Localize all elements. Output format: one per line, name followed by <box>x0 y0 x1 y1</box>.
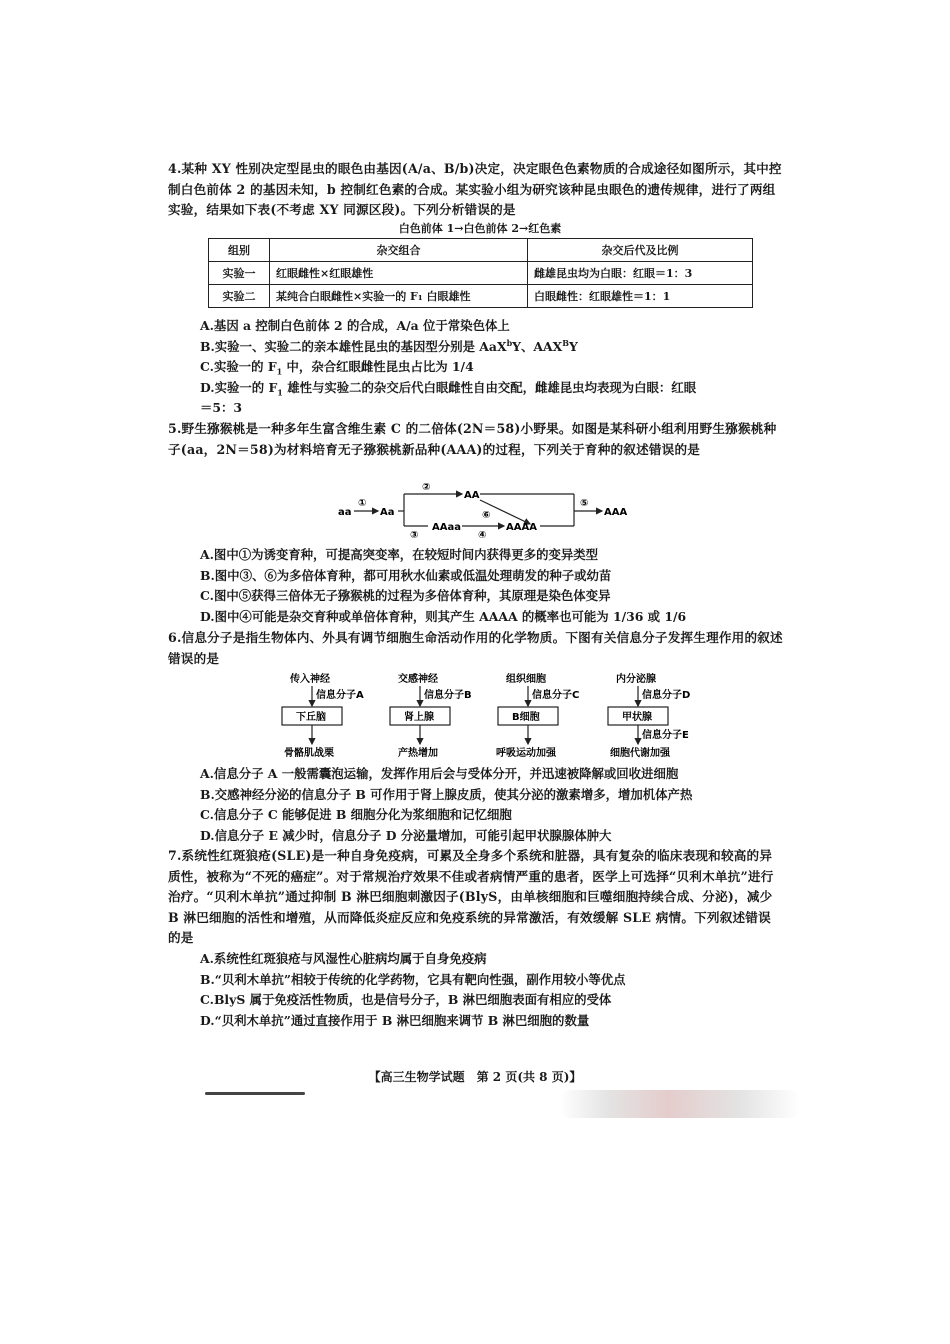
option-a: A.系统性红斑狼疮与风湿性心脏病均属于自身免疫病 <box>200 951 487 966</box>
signal-label: 信息分子B <box>424 690 472 701</box>
target-label: 甲状腺 <box>622 712 652 723</box>
table-header: 组别 <box>209 239 270 262</box>
q7-options <box>200 949 790 1031</box>
option-d: D.图中④可能是杂交育种或单倍体育种，则其产生 AAAA 的概率也可能为 1/36 或 1/6 <box>200 608 687 624</box>
q5-options <box>200 545 790 627</box>
option-b: B.交感神经分泌的信息分子 B 可作用于肾上腺皮质，使其分泌的激素增多，增加机体产热 <box>200 786 693 802</box>
node-Aa: Aa <box>380 507 395 518</box>
target-label: B细胞 <box>512 712 540 723</box>
table-cell: 红眼雌性×红眼雄性 <box>270 262 528 285</box>
q4-table <box>208 238 753 308</box>
option-c: C.信息分子 C 能够促进 B 细胞分化为浆细胞和记忆细胞 <box>200 807 512 823</box>
node-AAA: AAA <box>604 507 628 518</box>
option-d: D.信息分子 E 减少时，信息分子 D 分泌量增加，可能引起甲状腺腺体肿大 <box>200 827 612 843</box>
source-label: 内分泌腺 <box>616 674 656 685</box>
option-c: C.实验一的 $F_1$ 中，杂合红眼雌性昆虫占比为 1/4 <box>200 359 474 377</box>
table-cell: 实验二 <box>209 285 270 308</box>
q7-stem: 7.系统性红斑狼疮(SLE)是一种自身免疫病，可累及全身多个系统和脏器，具有复杂的临床表现和较高的异质性，被称为“不死的癌症”。对于常规治疗效果不佳或者病情严重的患者，医学上可选择“贝利木单抗”进行治疗。“贝利木单抗”通过抑制 B 淋巴细胞刺激因子(BlyS，由单核细胞和巨噬细胞持续合成、分泌)，减少 B 淋巴细胞的活性和增殖，从而降低炎症反应和免疫系统的异常激活，有效缓解 SLE 病情。下列叙述错误的是 <box>168 848 774 946</box>
table-header: 杂交组合 <box>270 239 528 262</box>
scan-artifact <box>560 1090 800 1118</box>
option-a: A.基因 a 控制白色前体 2 的合成，A/a 位于常染色体上 <box>200 318 510 333</box>
q4-stem: 4.某种 XY 性别决定型昆虫的眼色由基因(A/a、B/b)决定，决定眼色色素物质的合成途径如图所示，其中控制白色前体 2 的基因未知，b 控制红色素的合成。某实验小组为研究该种昆虫眼色的遗传规律，进行了两组实验，结果如下表(不考虑 XY 同源区段)。下列分析错误的是 <box>168 161 782 218</box>
effect-label: 骨骼肌战栗 <box>284 748 334 759</box>
signal-label: 信息分子D <box>642 690 691 701</box>
node-AA: AA <box>464 490 480 501</box>
option-a: A.图中①为诱变育种，可提高突变率，在较短时间内获得更多的变异类型 <box>200 547 599 562</box>
node-AAAA: AAAA <box>506 522 537 533</box>
page-footer: 【高三生物学试题 第 2 页(共 8 页)】 <box>368 1070 582 1084</box>
q5-breeding-diagram <box>330 480 650 540</box>
option-d-cont: ＝5：3 <box>200 400 243 416</box>
signal-label: 信息分子E <box>642 730 689 741</box>
scan-artifact <box>205 1092 305 1095</box>
table-header-row <box>209 239 753 262</box>
target-label: 肾上腺 <box>404 712 434 723</box>
option-b: B.图中③、⑥为多倍体育种，都可用秋水仙素或低温处理萌发的种子或幼苗 <box>200 567 612 583</box>
table-row <box>209 285 753 308</box>
effect-label: 细胞代谢加强 <box>610 748 670 759</box>
table-cell: 白眼雌性：红眼雄性＝1：1 <box>528 285 753 308</box>
table-row <box>209 262 753 285</box>
step-3: ③ <box>410 530 419 540</box>
table-header: 杂交后代及比例 <box>528 239 753 262</box>
node-aa: aa <box>338 507 352 518</box>
signal-label: 信息分子C <box>532 690 580 701</box>
q6-stem: 6.信息分子是指生物体内、外具有调节细胞生命活动作用的化学物质。下图有关信息分子发挥生理作用的叙述错误的是 <box>168 630 783 666</box>
table-cell: 实验一 <box>209 262 270 285</box>
q4-pathway: 白色前体 1→白色前体 2→红色素 <box>398 222 562 235</box>
table-cell: 雌雄昆虫均为白眼：红眼＝1：3 <box>528 262 753 285</box>
step-1: ① <box>358 498 367 509</box>
source-label: 传入神经 <box>290 674 330 685</box>
option-b: B.“贝利木单抗”相较于传统的化学药物，它具有靶向性强，副作用较小等优点 <box>200 971 626 987</box>
step-2: ② <box>422 482 431 493</box>
step-5: ⑤ <box>580 498 589 509</box>
q6-signal-diagram <box>270 670 740 762</box>
table-cell: 某纯合白眼雌性×实验一的 F₁ 白眼雄性 <box>270 285 528 308</box>
q4-options <box>200 316 790 419</box>
signal-label: 信息分子A <box>316 690 364 701</box>
option-c: C.图中⑤获得三倍体无子猕猴桃的过程为多倍体育种，其原理是染色体变异 <box>200 588 611 604</box>
step-4: ④ <box>478 530 487 540</box>
q5-stem: 5.野生猕猴桃是一种多年生富含维生素 C 的二倍体(2N＝58)小野果。如图是某科研小组利用野生猕猴桃种子(aa，2N＝58)为材料培育无子猕猴桃新品种(AAA)的过程，下列关于育种的叙述错误的是 <box>168 421 777 457</box>
source-label: 交感神经 <box>398 674 438 685</box>
option-a: A.信息分子 A 一般需囊泡运输，发挥作用后会与受体分开，并迅速被降解或回收进细胞 <box>200 766 679 781</box>
effect-label: 产热增加 <box>398 748 438 759</box>
option-b: B.实验一、实验二的亲本雄性昆虫的基因型分别是 AaX$^b$Y、$AAX^BY$ <box>200 337 578 354</box>
option-d: D.“贝利木单抗”通过直接作用于 B 淋巴细胞来调节 B 淋巴细胞的数量 <box>200 1012 590 1028</box>
effect-label: 呼吸运动加强 <box>496 748 556 759</box>
node-AAaa: AAaa <box>432 522 461 533</box>
option-d: D.实验一的 $F_1$ 雄性与实验二的杂交后代白眼雌性自由交配，雌雄昆虫均表现为白眼：红眼 <box>200 379 697 398</box>
option-c: C.BlyS 属于免疫活性物质，也是信号分子，B 淋巴细胞表面有相应的受体 <box>200 992 612 1008</box>
source-label: 组织细胞 <box>506 674 546 685</box>
target-label: 下丘脑 <box>296 712 326 723</box>
q6-options <box>200 764 790 846</box>
step-6: ⑥ <box>482 510 491 521</box>
